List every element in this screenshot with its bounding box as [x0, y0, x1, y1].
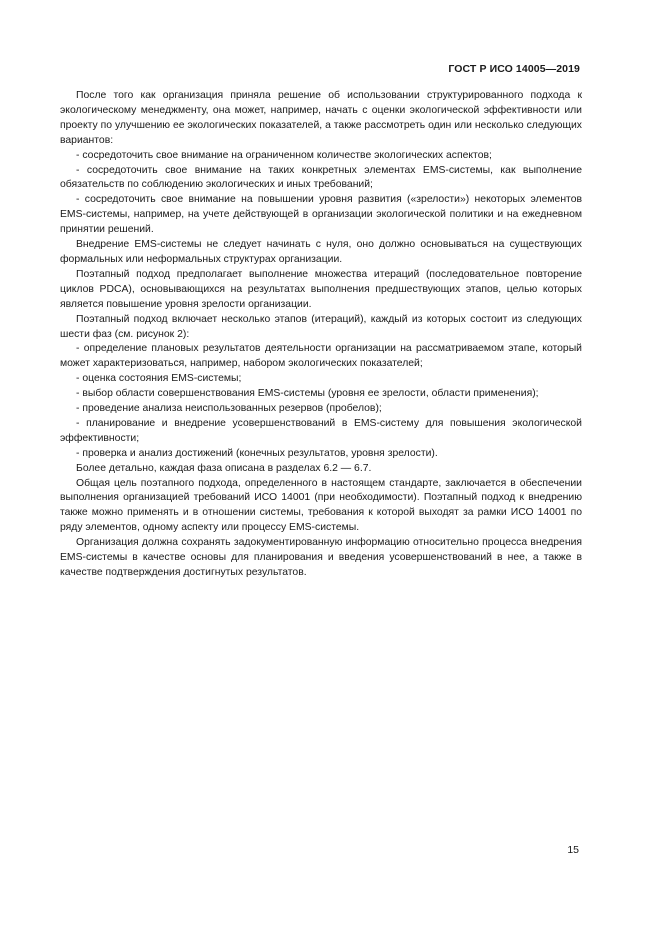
list-item: - сосредоточить свое внимание на ограниченном количестве экологических аспектов;: [76, 149, 492, 161]
list-item: - выбор области совершенствования EMS-системы (уровня ее зрелости, области применения);: [76, 388, 539, 400]
list-item: - сосредоточить свое внимание на таких конкретных элементах EMS-системы, как выполнение обязательств по соблюдению экологических и иных требований;: [60, 164, 582, 191]
paragraph: Внедрение EMS-системы не следует начинать с нуля, оно должно основываться на существующих формальных или неформальных структурах организации.: [60, 239, 582, 265]
list-item: - проведение анализа неиспользованных резервов (пробелов);: [76, 403, 382, 415]
list-item: - планирование и внедрение усовершенствований в EMS-систему для повышения экологической эффективности;: [60, 417, 582, 444]
paragraph: Организация должна сохранять задокументированную информацию относительно процесса внедрения EMS-системы в качестве основы для планирования и введения усовершенствований в нее, а также в качестве подтверждения достигнутых результатов.: [60, 537, 582, 578]
list-item: - оценка состояния EMS-системы;: [76, 373, 242, 385]
paragraph: Поэтапный подход предполагает выполнение множества итераций (последовательное повторение циклов PDCA), основывающихся на результатах выполнения предшествующих этапов, целью которых является повышение уровня зрелости организации.: [60, 268, 582, 310]
list-item: - сосредоточить свое внимание на повышении уровня развития («зрелости») некоторых элементов EMS-системы, например, на учете действующей в организации экологической политики и на ежедневном принятии решений.: [60, 194, 582, 236]
list-item: - определение плановых результатов деятельности организации на рассматриваемом этапе, который может характеризоваться, например, набором экологических показателей;: [60, 343, 582, 370]
paragraph: После того как организация приняла решение об использовании структурированного подхода к экологическому менеджменту, она может, например, начать с оценки экологической эффективности или проекту по улучшению ее экологических показателей, а также рассмотреть один или несколько следующих вариантов:: [60, 90, 582, 146]
body-text: [60, 89, 582, 581]
paragraph: Более детально, каждая фаза описана в разделах 6.2 — 6.7.: [76, 462, 372, 474]
list-item: - проверка и анализ достижений (конечных результатов, уровня зрелости).: [76, 447, 438, 459]
paragraph: Поэтапный подход включает несколько этапов (итераций), каждый из которых состоит из следующих шести фаз (см. рисунок 2):: [60, 313, 582, 340]
document-header: ГОСТ Р ИСО 14005—2019: [448, 63, 580, 75]
paragraph: Общая цель поэтапного подхода, определенного в настоящем стандарте, заключается в обеспечении выполнения организацией требований ИСО 14001 (при необходимости). Поэтапный подход к внедрению также можно применять и в отношении системы, требования к которой выходят за рамки ИСО 14001 по ряду элементов, одному аспекту или процессу EMS-системы.: [60, 477, 582, 534]
page-number: 15: [567, 844, 579, 856]
